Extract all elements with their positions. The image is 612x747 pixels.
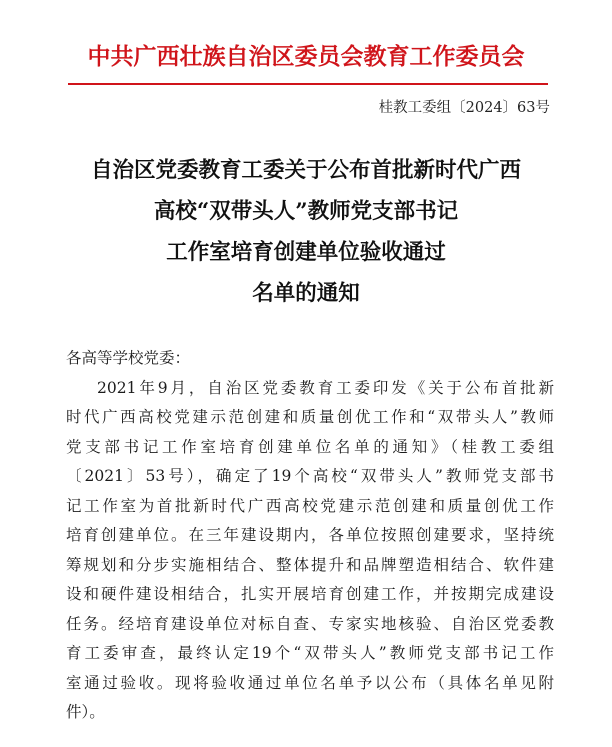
title-line: 自治区党委教育工委关于公布首批新时代广西 — [90, 158, 521, 183]
body-line: 时代广西高校党建示范创建和质量创优工作和“双带头人”教师 — [66, 408, 554, 426]
salutation: 各高等学校党委： — [66, 349, 191, 367]
red-separator-line — [68, 83, 548, 85]
document-number: 桂教工委组〔2024〕63号 — [378, 100, 550, 116]
body-line: 记工作室为首批新时代广西高校党建示范创建和质量创优工作 — [66, 496, 554, 515]
title-line: 高校“双带头人”教师党支部书记 — [153, 199, 459, 224]
document-title — [0, 150, 612, 314]
body-line: 培育创建单位。在三年建设期内，各单位按照创建要求，坚持统 — [66, 526, 554, 544]
document-body — [66, 344, 554, 728]
body-line: 2021年9月，自治区党委教育工委印发《关于公布首批新 — [97, 378, 554, 397]
body-line: 筹规划和分步实施相结合、整体提升和品牌塑造相结合、软件建 — [66, 555, 554, 574]
body-line: 育工委审查，最终认定19个“双带头人”教师党支部书记工作 — [66, 644, 554, 662]
body-line: 任务。经培育建设单位对标自查、专家实地核验、自治区党委教 — [66, 614, 554, 633]
title-line: 工作室培育创建单位验收通过 — [166, 240, 446, 265]
title-line: 名单的通知 — [252, 281, 360, 306]
body-line: 党支部书记工作室培育创建单位名单的通知》（桂教工委组 — [66, 437, 554, 456]
body-line: 件）。 — [66, 703, 105, 721]
body-line: 设和硬件建设相结合，扎实开展培育创建工作，并按期完成建设 — [66, 585, 554, 603]
issuing-organization-header: 中共广西壮族自治区委员会教育工作委员会 — [87, 43, 525, 70]
body-line: 室通过验收。现将验收通过单位名单予以公布（具体名单见附 — [66, 673, 554, 692]
body-line: 〔2021〕53号），确定了19个高校“双带头人”教师党支部书 — [66, 467, 554, 485]
